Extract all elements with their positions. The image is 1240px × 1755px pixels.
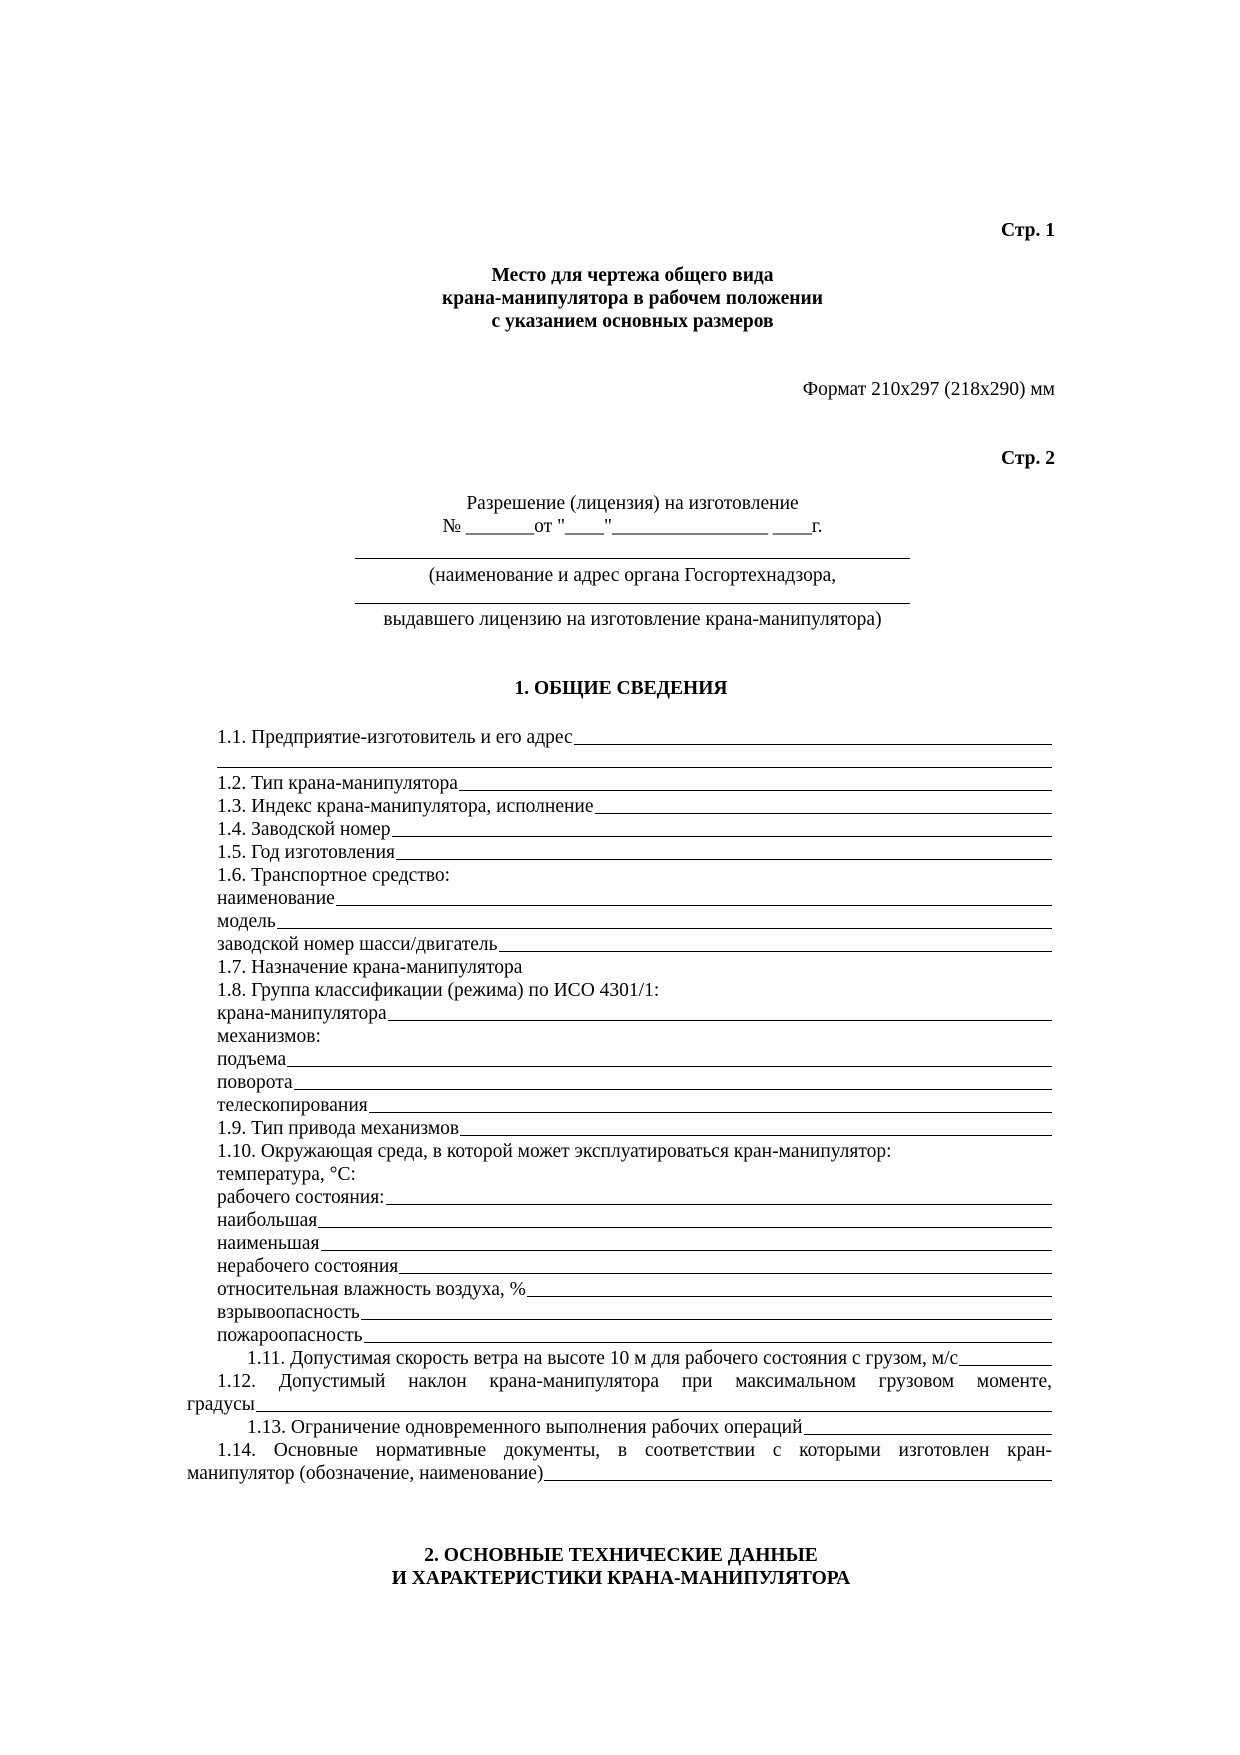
form-row-1-12-line2 [187, 1393, 1052, 1416]
field-label: 1.7. Назначение крана-манипулятора [217, 957, 523, 978]
field-label: 1.3. Индекс крана-манипулятора, исполнение [217, 796, 594, 817]
form-row-1-2 [217, 772, 1052, 795]
field-label: механизмов: [217, 1026, 321, 1047]
blank-line[interactable] [217, 767, 1052, 768]
field-label: пожароопасность [217, 1325, 363, 1346]
blank-line[interactable] [318, 1227, 1052, 1228]
field-label: 1.5. Год изготовления [217, 842, 396, 863]
blank-line[interactable] [256, 1411, 1052, 1412]
blank-line[interactable] [392, 836, 1053, 837]
field-label: заводской номер шасси/двигатель [217, 934, 498, 955]
field-label: температура, °С: [217, 1164, 356, 1185]
form-row-1-7 [217, 956, 1052, 979]
issuer-caption-2: выдавшего лицензию на изготовление крана-манипулятора) [383, 609, 882, 630]
blank-line[interactable] [459, 790, 1052, 791]
form-row-1-8-tele [217, 1094, 1052, 1117]
placeholder-line: крана-манипулятора в рабочем положении [442, 288, 823, 309]
form-row-1-10-nonwork [217, 1255, 1052, 1278]
field-label: 1.8. Группа классификации (режима) по ИСО 4301/1: [217, 980, 660, 1001]
blank-line[interactable] [959, 1365, 1052, 1366]
form-row-1-8-crane [217, 1002, 1052, 1025]
form-row-1-8-slew [217, 1071, 1052, 1094]
field-label: 1.6. Транспортное средство: [217, 865, 451, 886]
form-row-1-10-humidity [217, 1278, 1052, 1301]
form-row-1-6-name [217, 887, 1052, 910]
form-row-1-6 [217, 864, 1052, 887]
blank-line[interactable] [460, 1135, 1052, 1136]
field-label: телескопирования [217, 1095, 368, 1116]
field-label: 1.9. Тип привода механизмов [217, 1118, 460, 1139]
blank-line[interactable] [369, 1112, 1052, 1113]
field-label: наименьшая [217, 1233, 320, 1254]
page-label-1: Стр. 1 [1001, 220, 1055, 241]
form-row-1-4 [217, 818, 1052, 841]
blank-line[interactable] [388, 1020, 1052, 1021]
form-row-1-12-line1 [187, 1370, 1052, 1393]
form-row-1-10-min [217, 1232, 1052, 1255]
blank-line[interactable] [544, 1480, 1052, 1481]
section-2-heading-line: И ХАРАКТЕРИСТИКИ КРАНА-МАНИПУЛЯТОРА [391, 1568, 851, 1589]
form-row-1-10-fire [217, 1324, 1052, 1347]
placeholder-line: Место для чертежа общего вида [491, 265, 774, 286]
blank-line[interactable] [361, 1319, 1052, 1320]
blank-line[interactable] [396, 859, 1052, 860]
license-block [355, 492, 910, 538]
field-label: относительная влажность воздуха, % [217, 1279, 526, 1300]
form-row-1-8-mech [217, 1025, 1052, 1048]
format-note: Формат 210x297 (218x290) мм [802, 379, 1055, 400]
section-2-heading-line: 2. ОСНОВНЫЕ ТЕХНИЧЕСКИЕ ДАННЫЕ [424, 1545, 818, 1566]
field-label: манипулятор (обозначение, наименование) [187, 1463, 544, 1484]
section-2-title [187, 1544, 1055, 1590]
blank-line[interactable] [336, 905, 1052, 906]
blank-line[interactable] [499, 951, 1052, 952]
blank-line[interactable] [287, 1066, 1052, 1067]
blank-line[interactable] [804, 1434, 1052, 1435]
field-label: подъема [217, 1049, 287, 1070]
field-label: модель [217, 911, 276, 932]
form-row-1-13 [217, 1416, 1052, 1439]
issuer-blank-line [355, 603, 910, 604]
form-row-1-1 [217, 726, 1052, 749]
placeholder-line: с указанием основных размеров [491, 311, 774, 332]
issuer-caption-1: (наименование и адрес органа Госгортехнадзора, [428, 565, 837, 586]
license-title: Разрешение (лицензия) на изготовление [466, 493, 799, 514]
blank-line[interactable] [574, 744, 1052, 745]
field-label: наименование [217, 888, 335, 909]
blank-line[interactable] [277, 928, 1052, 929]
blank-line[interactable] [364, 1342, 1052, 1343]
field-label: 1.12. Допустимый наклон крана-манипулятора при максимальном грузовом моменте, [217, 1371, 1052, 1392]
form-row-1-10-temp [217, 1163, 1052, 1186]
field-label: нерабочего состояния [217, 1256, 399, 1277]
blank-line[interactable] [386, 1204, 1052, 1205]
form-row-1-6-model [217, 910, 1052, 933]
field-label: градусы [187, 1394, 255, 1415]
field-label: 1.14. Основные нормативные документы, в соответствии с которыми изготовлен кран- [217, 1440, 1052, 1461]
blank-line[interactable] [399, 1273, 1052, 1274]
section-1-title [187, 677, 1055, 700]
field-label: крана-манипулятора [217, 1003, 387, 1024]
field-label: наибольшая [217, 1210, 318, 1231]
blank-line[interactable] [527, 1296, 1052, 1297]
issuer-blank-line [355, 558, 910, 559]
field-label: 1.10. Окружающая среда, в которой может эксплуатироваться кран-манипулятор: [217, 1141, 892, 1162]
blank-line[interactable] [321, 1250, 1053, 1251]
license-number-line: № _______от "____"________________ ____г. [442, 516, 823, 537]
field-label: 1.13. Ограничение одновременного выполнения рабочих операций [247, 1417, 803, 1438]
form-row-1-14-line1 [187, 1439, 1052, 1462]
form-row-1-6-serial [217, 933, 1052, 956]
field-label: 1.1. Предприятие-изготовитель и его адрес [217, 727, 573, 748]
form-row-1-10-work [217, 1186, 1052, 1209]
form-row-1-14-line2 [187, 1462, 1052, 1485]
field-label: 1.11. Допустимая скорость ветра на высоте 10 м для рабочего состояния с грузом, м/с [247, 1348, 959, 1369]
field-label: поворота [217, 1072, 293, 1093]
form-row-1-9 [217, 1117, 1052, 1140]
page-label-2: Стр. 2 [1001, 448, 1055, 469]
field-label: 1.4. Заводской номер [217, 819, 391, 840]
form-row-1-8 [217, 979, 1052, 1002]
drawing-placeholder [380, 264, 885, 333]
section-1-heading: 1. ОБЩИЕ СВЕДЕНИЯ [514, 678, 728, 699]
form-row-1-5 [217, 841, 1052, 864]
form-row-1-3 [217, 795, 1052, 818]
field-label: 1.2. Тип крана-манипулятора [217, 773, 458, 794]
field-label: рабочего состояния: [217, 1187, 385, 1208]
blank-line[interactable] [294, 1089, 1052, 1090]
form-row-1-10 [217, 1140, 1052, 1163]
form-row-1-1-cont [217, 749, 1052, 772]
form-row-1-8-lift [217, 1048, 1052, 1071]
form-row-1-10-explosion [217, 1301, 1052, 1324]
form-row-1-10-max [217, 1209, 1052, 1232]
field-label: взрывоопасность [217, 1302, 360, 1323]
form-row-1-11 [217, 1347, 1052, 1370]
blank-line[interactable] [595, 813, 1053, 814]
general-info-form [187, 726, 1052, 1485]
